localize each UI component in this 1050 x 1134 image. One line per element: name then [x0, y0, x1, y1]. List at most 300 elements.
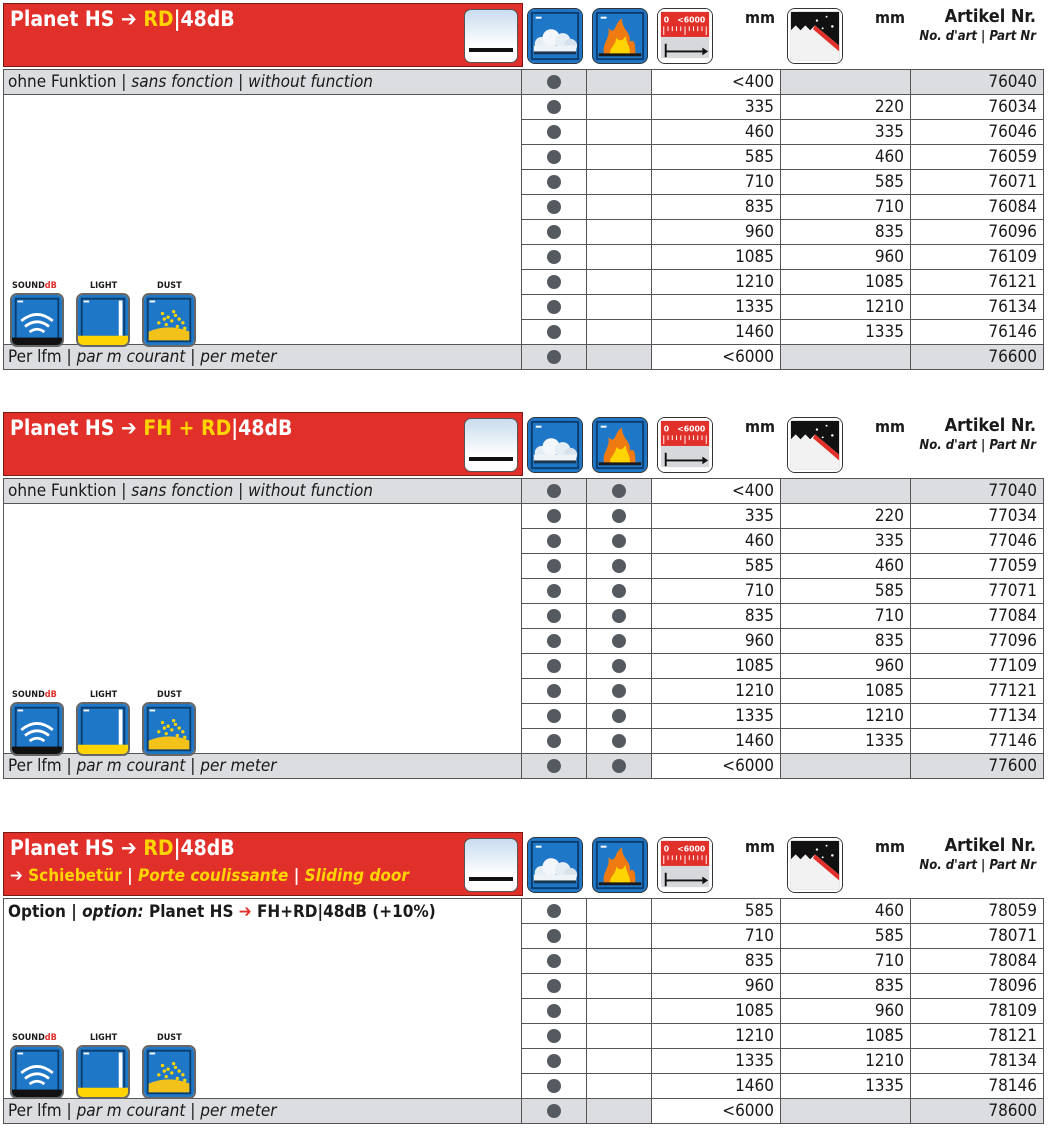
article-number-cell: 76121 [911, 270, 1044, 295]
sound-icon [10, 1045, 64, 1099]
feature-dot-cell [522, 504, 587, 529]
min-width-cell: 585 [781, 170, 911, 195]
filled-dot-icon [547, 734, 561, 748]
feature-dot-cell [522, 220, 587, 245]
max-width-cell: 585 [652, 899, 781, 924]
feature-dot-cell [522, 145, 587, 170]
dust-icon [142, 293, 196, 347]
price-table [3, 478, 1044, 779]
db-text: dB [44, 1033, 57, 1043]
ruler-max: <6000 [677, 424, 706, 434]
min-width-cell: 1085 [781, 1024, 911, 1049]
max-width-cell: 710 [652, 924, 781, 949]
filled-dot-icon [547, 509, 561, 523]
label-de: Per lfm | [8, 756, 77, 776]
max-width-cell: 835 [652, 604, 781, 629]
max-width-cell: 835 [652, 949, 781, 974]
article-number-cell: 76040 [911, 70, 1044, 95]
feature-dot-cell [522, 120, 587, 145]
filled-dot-icon [547, 1104, 561, 1118]
filled-dot-icon [547, 300, 561, 314]
feature-dot-cell [587, 679, 652, 704]
filled-dot-icon [612, 584, 626, 598]
sound-icon [10, 293, 64, 347]
article-number-cell: 78096 [911, 974, 1044, 999]
max-width-cell: 835 [652, 195, 781, 220]
smoke-icon [527, 837, 583, 893]
feature-dot-cell [587, 120, 652, 145]
option-label-fr: option: [82, 902, 144, 922]
label-fr: par m courant [76, 1101, 186, 1121]
title-highlight: FH + RD [143, 416, 232, 440]
max-width-cell: <400 [652, 479, 781, 504]
table-row [4, 899, 1044, 924]
option-product: Planet HS [143, 902, 239, 922]
price-table [3, 69, 1044, 370]
price-table [3, 898, 1044, 1124]
min-width-cell: 1210 [781, 295, 911, 320]
min-width-cell: 1210 [781, 704, 911, 729]
filled-dot-icon [547, 200, 561, 214]
feature-dot-cell [587, 320, 652, 345]
article-number-cell: 77084 [911, 604, 1044, 629]
min-width-cell: 835 [781, 220, 911, 245]
min-width-cell: 460 [781, 145, 911, 170]
feature-dot-cell [522, 320, 587, 345]
article-number-cell: 76146 [911, 320, 1044, 345]
product-section [3, 832, 1043, 1121]
subtitle-en: Sliding door [304, 866, 409, 886]
filled-dot-icon [547, 100, 561, 114]
light-icon [76, 702, 130, 756]
mm-label: mm [745, 417, 775, 436]
article-number-cell: 76071 [911, 170, 1044, 195]
min-width-cell: 1085 [781, 679, 911, 704]
filled-dot-icon [547, 350, 561, 364]
label-en: per meter [200, 1101, 277, 1121]
table-row [4, 95, 1044, 120]
feature-icons [10, 281, 210, 351]
max-width-cell: 1335 [652, 295, 781, 320]
fire-icon [592, 417, 648, 473]
article-number-cell: 78059 [911, 899, 1044, 924]
filled-dot-icon [547, 634, 561, 648]
max-width-cell: 460 [652, 120, 781, 145]
label-de: Per lfm | [8, 1101, 77, 1121]
label-de: ohne Funktion | [8, 72, 132, 92]
mm-label: mm [875, 8, 905, 27]
feature-dot-cell [587, 345, 652, 370]
mm-label: mm [745, 837, 775, 856]
article-number-cell: 78134 [911, 1049, 1044, 1074]
filled-dot-icon [547, 659, 561, 673]
feature-dot-cell [522, 170, 587, 195]
product-section [3, 412, 1043, 776]
max-width-cell: <6000 [652, 345, 781, 370]
saw-cut-icon [787, 8, 843, 64]
max-width-cell: 1210 [652, 679, 781, 704]
filled-dot-icon [547, 125, 561, 139]
filled-dot-icon [612, 559, 626, 573]
feature-dot-cell [587, 974, 652, 999]
article-number-cell: 77071 [911, 579, 1044, 604]
filled-dot-icon [612, 659, 626, 673]
max-width-cell: 1085 [652, 654, 781, 679]
light-label: LIGHT [90, 690, 118, 700]
min-width-cell: 220 [781, 504, 911, 529]
feature-dot-cell [587, 95, 652, 120]
max-width-cell: 335 [652, 504, 781, 529]
feature-dot-cell [522, 345, 587, 370]
max-width-cell: 460 [652, 529, 781, 554]
feature-dot-cell [522, 604, 587, 629]
feature-dot-cell [522, 924, 587, 949]
min-width-cell: 835 [781, 974, 911, 999]
label-fr: par m courant [76, 347, 186, 367]
filled-dot-icon [547, 584, 561, 598]
separator: | [185, 756, 201, 776]
article-number-subheader: No. d'art | Part Nr [919, 438, 1036, 453]
feature-dot-cell [587, 704, 652, 729]
subtitle-fr: Porte coulissante [138, 866, 289, 886]
smoke-icon [527, 8, 583, 64]
separator: | [185, 1101, 201, 1121]
article-number-cell: 77046 [911, 529, 1044, 554]
min-width-cell: 1210 [781, 1049, 911, 1074]
label-fr: sans fonction [131, 481, 234, 501]
min-width-cell: 960 [781, 654, 911, 679]
max-width-cell: <400 [652, 70, 781, 95]
title-suffix: |48dB [173, 836, 235, 860]
filled-dot-icon [547, 1029, 561, 1043]
label-de: Per lfm | [8, 347, 77, 367]
sound-label [12, 281, 57, 291]
article-number-header: Artikel Nr. [944, 415, 1036, 436]
filled-dot-icon [612, 684, 626, 698]
feature-dot-cell [587, 195, 652, 220]
label-en: per meter [200, 756, 277, 776]
ruler-icon [657, 837, 713, 893]
feature-dot-cell [522, 1049, 587, 1074]
article-number-cell: 78121 [911, 1024, 1044, 1049]
article-number-cell: 77059 [911, 554, 1044, 579]
ruler-icon [657, 417, 713, 473]
filled-dot-icon [547, 929, 561, 943]
option-note [4, 899, 521, 925]
min-width-cell: 710 [781, 604, 911, 629]
feature-dot-cell [522, 245, 587, 270]
fire-icon [592, 8, 648, 64]
filled-dot-icon [612, 534, 626, 548]
separator: | [121, 866, 139, 886]
filled-dot-icon [547, 609, 561, 623]
min-width-cell: 1335 [781, 320, 911, 345]
feature-dot-cell [587, 554, 652, 579]
ruler-zero: 0 [663, 844, 670, 854]
title-bar [3, 832, 523, 896]
article-number-cell: 78084 [911, 949, 1044, 974]
filled-dot-icon [547, 1054, 561, 1068]
filled-dot-icon [612, 709, 626, 723]
feature-dot-cell [522, 70, 587, 95]
filled-dot-icon [547, 684, 561, 698]
min-width-cell: 1085 [781, 270, 911, 295]
feature-dot-cell [522, 554, 587, 579]
article-number-subheader: No. d'art | Part Nr [919, 858, 1036, 873]
feature-dot-cell [587, 529, 652, 554]
article-number-cell: 77040 [911, 479, 1044, 504]
feature-dot-cell [587, 579, 652, 604]
row-label [4, 479, 522, 504]
section-title [10, 416, 292, 440]
sound-text: SOUND [12, 690, 45, 700]
feature-dot-cell [522, 479, 587, 504]
min-width-cell: 220 [781, 95, 911, 120]
article-number-cell: 76059 [911, 145, 1044, 170]
feature-dot-cell [522, 899, 587, 924]
filled-dot-icon [547, 979, 561, 993]
feature-dot-cell [522, 195, 587, 220]
feature-dot-cell [587, 220, 652, 245]
light-label: LIGHT [90, 1033, 118, 1043]
filled-dot-icon [547, 954, 561, 968]
feature-dot-cell [587, 949, 652, 974]
sound-text: SOUND [12, 1033, 45, 1043]
feature-dot-cell [522, 704, 587, 729]
smoke-icon [527, 417, 583, 473]
max-width-cell: 1460 [652, 1074, 781, 1099]
min-width-cell: 335 [781, 529, 911, 554]
light-icon [76, 293, 130, 347]
max-width-cell: 960 [652, 629, 781, 654]
feature-dot-cell [587, 1099, 652, 1124]
filled-dot-icon [612, 484, 626, 498]
feature-dot-cell [587, 654, 652, 679]
filled-dot-icon [547, 904, 561, 918]
filled-dot-icon [547, 175, 561, 189]
section-title [10, 836, 235, 860]
label-de: ohne Funktion | [8, 481, 132, 501]
title-prefix: Planet HS ➔ [10, 416, 144, 440]
min-width-cell: 960 [781, 999, 911, 1024]
feature-dot-cell [522, 1024, 587, 1049]
feature-dot-cell [587, 479, 652, 504]
article-number-cell: 76600 [911, 345, 1044, 370]
min-width-cell: 835 [781, 629, 911, 654]
filled-dot-icon [547, 484, 561, 498]
min-width-cell: 960 [781, 245, 911, 270]
min-width-cell [781, 345, 911, 370]
max-width-cell: 1085 [652, 245, 781, 270]
feature-dot-cell [587, 245, 652, 270]
title-prefix: Planet HS ➔ [10, 836, 144, 860]
feature-dot-cell [522, 729, 587, 754]
description-cell [4, 899, 522, 1099]
filled-dot-icon [612, 509, 626, 523]
light-icon [76, 1045, 130, 1099]
feature-dot-cell [587, 629, 652, 654]
sound-icon [10, 702, 64, 756]
feature-dot-cell [587, 924, 652, 949]
feature-dot-cell [522, 754, 587, 779]
article-number-cell: 77146 [911, 729, 1044, 754]
feature-dot-cell [587, 754, 652, 779]
filled-dot-icon [547, 225, 561, 239]
max-width-cell: 1460 [652, 320, 781, 345]
ruler-icon [657, 8, 713, 64]
mm-label: mm [875, 837, 905, 856]
feature-dot-cell [587, 1024, 652, 1049]
db-text: dB [44, 281, 57, 291]
article-number-cell: 77134 [911, 704, 1044, 729]
article-number-cell: 78109 [911, 999, 1044, 1024]
feature-dot-cell [587, 295, 652, 320]
filled-dot-icon [547, 150, 561, 164]
min-width-cell: 1335 [781, 729, 911, 754]
option-label: Option | [8, 902, 83, 922]
table-row [4, 479, 1044, 504]
max-width-cell: 1210 [652, 1024, 781, 1049]
saw-cut-icon [787, 837, 843, 893]
feature-dot-cell [522, 974, 587, 999]
max-width-cell: <6000 [652, 754, 781, 779]
feature-dot-cell [522, 270, 587, 295]
section-subtitle [10, 866, 409, 886]
article-number-cell: 78071 [911, 924, 1044, 949]
filled-dot-icon [612, 609, 626, 623]
filled-dot-icon [547, 759, 561, 773]
filled-dot-icon [547, 1079, 561, 1093]
mm-label: mm [745, 8, 775, 27]
description-cell [4, 504, 522, 754]
saw-cut-icon [787, 417, 843, 473]
ruler-max: <6000 [677, 844, 706, 854]
article-number-cell: 76096 [911, 220, 1044, 245]
feature-dot-cell [587, 504, 652, 529]
ruler-max: <6000 [677, 15, 706, 25]
mm-label: mm [875, 417, 905, 436]
fire-icon [592, 837, 648, 893]
filled-dot-icon [547, 559, 561, 573]
filled-dot-icon [547, 250, 561, 264]
feature-dot-cell [587, 604, 652, 629]
separator: | [288, 866, 305, 886]
feature-dot-cell [587, 145, 652, 170]
min-width-cell [781, 754, 911, 779]
feature-dot-cell [587, 270, 652, 295]
filled-dot-icon [547, 75, 561, 89]
feature-dot-cell [522, 95, 587, 120]
label-en: without function [248, 72, 373, 92]
feature-dot-cell [522, 529, 587, 554]
min-width-cell: 335 [781, 120, 911, 145]
max-width-cell: 1210 [652, 270, 781, 295]
max-width-cell: 585 [652, 554, 781, 579]
max-width-cell: 1085 [652, 999, 781, 1024]
title-bar [3, 3, 523, 67]
article-number-cell: 76046 [911, 120, 1044, 145]
label-en: without function [248, 481, 373, 501]
sound-label [12, 690, 57, 700]
filled-dot-icon [547, 275, 561, 289]
description-cell [4, 95, 522, 345]
feature-icons [10, 1033, 210, 1103]
max-width-cell: 585 [652, 145, 781, 170]
dust-icon [142, 1045, 196, 1099]
sound-text: SOUND [12, 281, 45, 291]
door-seal-icon [464, 838, 518, 892]
dust-icon [142, 702, 196, 756]
separator: | [233, 72, 249, 92]
feature-dot-cell [587, 729, 652, 754]
filled-dot-icon [547, 1004, 561, 1018]
dust-label: DUST [157, 690, 182, 700]
min-width-cell: 585 [781, 924, 911, 949]
article-number-subheader: No. d'art | Part Nr [919, 29, 1036, 44]
max-width-cell: 960 [652, 974, 781, 999]
max-width-cell: 710 [652, 579, 781, 604]
door-seal-icon [464, 9, 518, 63]
label-fr: par m courant [76, 756, 186, 776]
title-suffix: |48dB [173, 7, 235, 31]
door-seal-icon [464, 418, 518, 472]
article-number-cell: 78600 [911, 1099, 1044, 1124]
separator: | [185, 347, 201, 367]
feature-dot-cell [522, 999, 587, 1024]
min-width-cell: 1335 [781, 1074, 911, 1099]
article-number-cell: 78146 [911, 1074, 1044, 1099]
min-width-cell [781, 1099, 911, 1124]
feature-icons [10, 690, 210, 760]
ruler-zero: 0 [663, 15, 670, 25]
feature-dot-cell [522, 1074, 587, 1099]
max-width-cell: 960 [652, 220, 781, 245]
max-width-cell: 1460 [652, 729, 781, 754]
title-prefix: Planet HS ➔ [10, 7, 144, 31]
filled-dot-icon [547, 534, 561, 548]
max-width-cell: 1335 [652, 704, 781, 729]
article-number-header: Artikel Nr. [944, 6, 1036, 27]
title-suffix: |48dB [231, 416, 293, 440]
max-width-cell: <6000 [652, 1099, 781, 1124]
section-header [3, 832, 1043, 898]
feature-dot-cell [522, 629, 587, 654]
title-highlight: RD [143, 836, 174, 860]
option-detail: FH+RD|48dB (+10%) [251, 902, 436, 922]
arrow-icon: ➔ [238, 902, 252, 922]
max-width-cell: 1335 [652, 1049, 781, 1074]
table-row [4, 504, 1044, 529]
arrow-icon: ➔ [10, 866, 29, 886]
feature-dot-cell [522, 295, 587, 320]
min-width-cell [781, 70, 911, 95]
feature-dot-cell [522, 1099, 587, 1124]
feature-dot-cell [587, 899, 652, 924]
feature-dot-cell [522, 949, 587, 974]
max-width-cell: 335 [652, 95, 781, 120]
article-number-cell: 77121 [911, 679, 1044, 704]
feature-dot-cell [587, 170, 652, 195]
filled-dot-icon [612, 734, 626, 748]
article-number-cell: 77109 [911, 654, 1044, 679]
table-row [4, 70, 1044, 95]
feature-dot-cell [587, 999, 652, 1024]
label-fr: sans fonction [131, 72, 234, 92]
row-label [4, 70, 522, 95]
feature-dot-cell [587, 1049, 652, 1074]
feature-dot-cell [522, 654, 587, 679]
min-width-cell: 460 [781, 554, 911, 579]
